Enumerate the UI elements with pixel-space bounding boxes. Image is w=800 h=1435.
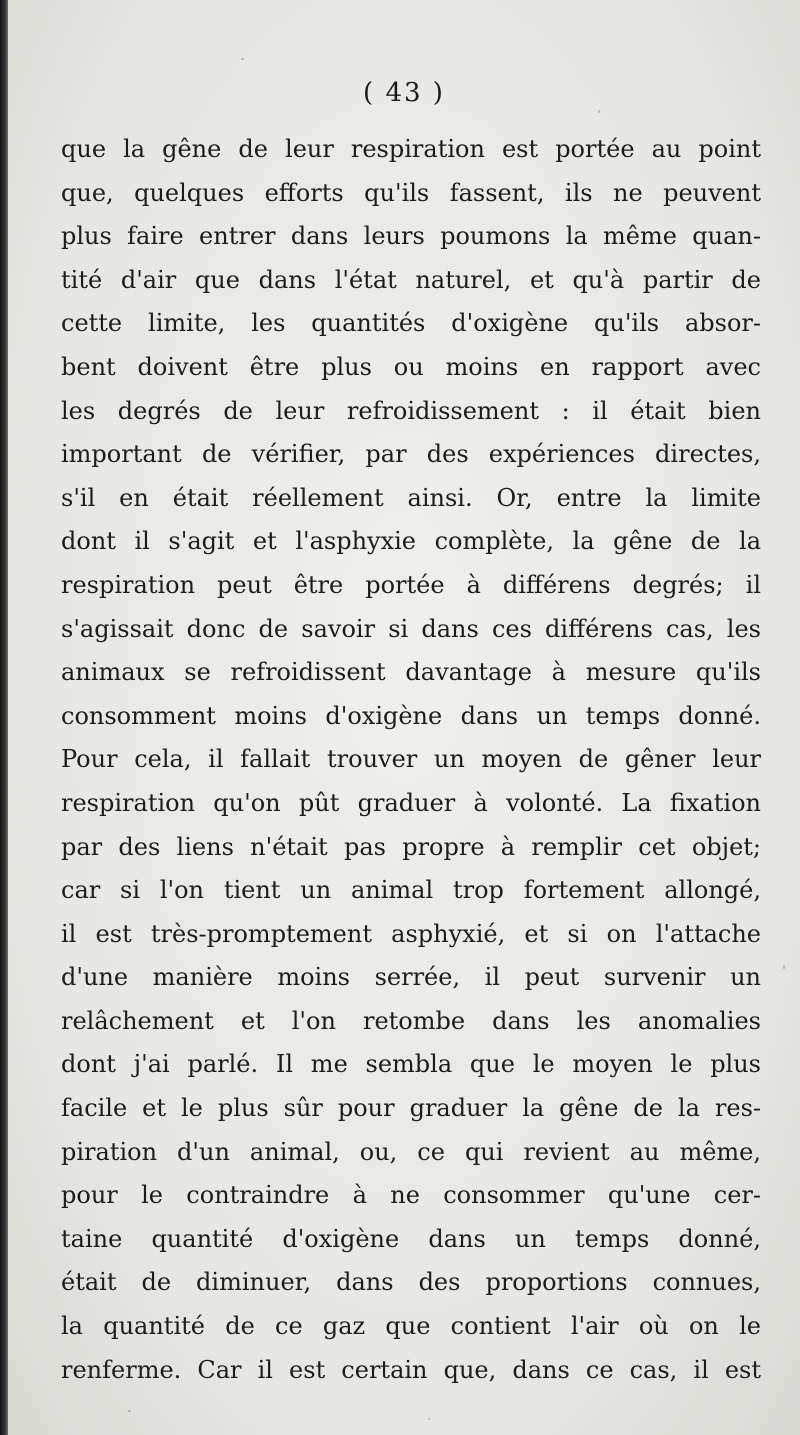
text-line: bent doivent être plus ou moins en rapport avec bbox=[61, 352, 761, 381]
text-line: dont il s'agit et l'asphyxie complète, la gêne de la bbox=[61, 527, 761, 556]
text-line: s'il en était réellement ainsi. Or, entre la limite bbox=[61, 483, 761, 512]
text-line: piration d'un animal, ou, ce qui revient au même, bbox=[61, 1137, 761, 1166]
text-line: respiration qu'on pût graduer à volonté. La fixation bbox=[61, 788, 761, 817]
body-text bbox=[61, 128, 761, 1392]
text-line: important de vérifier, par des expériences directes, bbox=[61, 440, 761, 469]
text-line: que la gêne de leur respiration est portée au point bbox=[61, 135, 761, 163]
paper-speck bbox=[241, 58, 244, 60]
text-line: facile et le plus sûr pour graduer la gêne de la res- bbox=[61, 1094, 761, 1123]
text-line: plus faire entrer dans leurs poumons la même quan- bbox=[61, 222, 761, 251]
text-line: était de diminuer, dans des proportions connues, bbox=[61, 1268, 761, 1297]
book-page bbox=[8, 0, 800, 1435]
page-number: ( 43 ) bbox=[363, 78, 445, 108]
text-line: consomment moins d'oxigène dans un temps donné. bbox=[61, 701, 761, 730]
text-line: par des liens n'était pas propre à remplir cet objet; bbox=[61, 832, 761, 861]
paper-speck bbox=[783, 965, 785, 969]
page-edge-shadow bbox=[0, 0, 8, 1435]
text-line: cette limite, les quantités d'oxigène qu'ils absor- bbox=[61, 309, 761, 338]
paper-speck bbox=[598, 110, 600, 113]
text-line: renferme. Car il est certain que, dans ce cas, il est bbox=[61, 1355, 761, 1384]
text-line: tité d'air que dans l'état naturel, et qu'à partir de bbox=[61, 265, 761, 294]
text-line: car si l'on tient un animal trop fortement allongé, bbox=[61, 876, 761, 905]
text-line: pour le contraindre à ne consommer qu'une cer- bbox=[61, 1181, 761, 1210]
paper-speck bbox=[128, 1410, 131, 1412]
text-line: s'agissait donc de savoir si dans ces différens cas, les bbox=[61, 614, 761, 643]
text-line: les degrés de leur refroidissement : il était bien bbox=[61, 396, 761, 425]
text-line: d'une manière moins serrée, il peut survenir un bbox=[61, 963, 761, 992]
text-line: animaux se refroidissent davantage à mesure qu'ils bbox=[61, 658, 761, 687]
text-line: la quantité de ce gaz que contient l'air où on le bbox=[61, 1312, 761, 1341]
text-line: relâchement et l'on retombe dans les anomalies bbox=[61, 1006, 761, 1035]
text-line: Pour cela, il fallait trouver un moyen de gêner leur bbox=[61, 745, 761, 774]
text-line: taine quantité d'oxigène dans un temps donné, bbox=[61, 1224, 761, 1253]
paper-speck bbox=[428, 1418, 430, 1420]
text-line: que, quelques efforts qu'ils fassent, ils ne peuvent bbox=[61, 178, 761, 207]
text-line: dont j'ai parlé. Il me sembla que le moyen le plus bbox=[61, 1050, 761, 1079]
text-line: respiration peut être portée à différens degrés; il bbox=[61, 570, 761, 599]
text-line: il est très-promptement asphyxié, et si on l'attache bbox=[61, 919, 761, 948]
